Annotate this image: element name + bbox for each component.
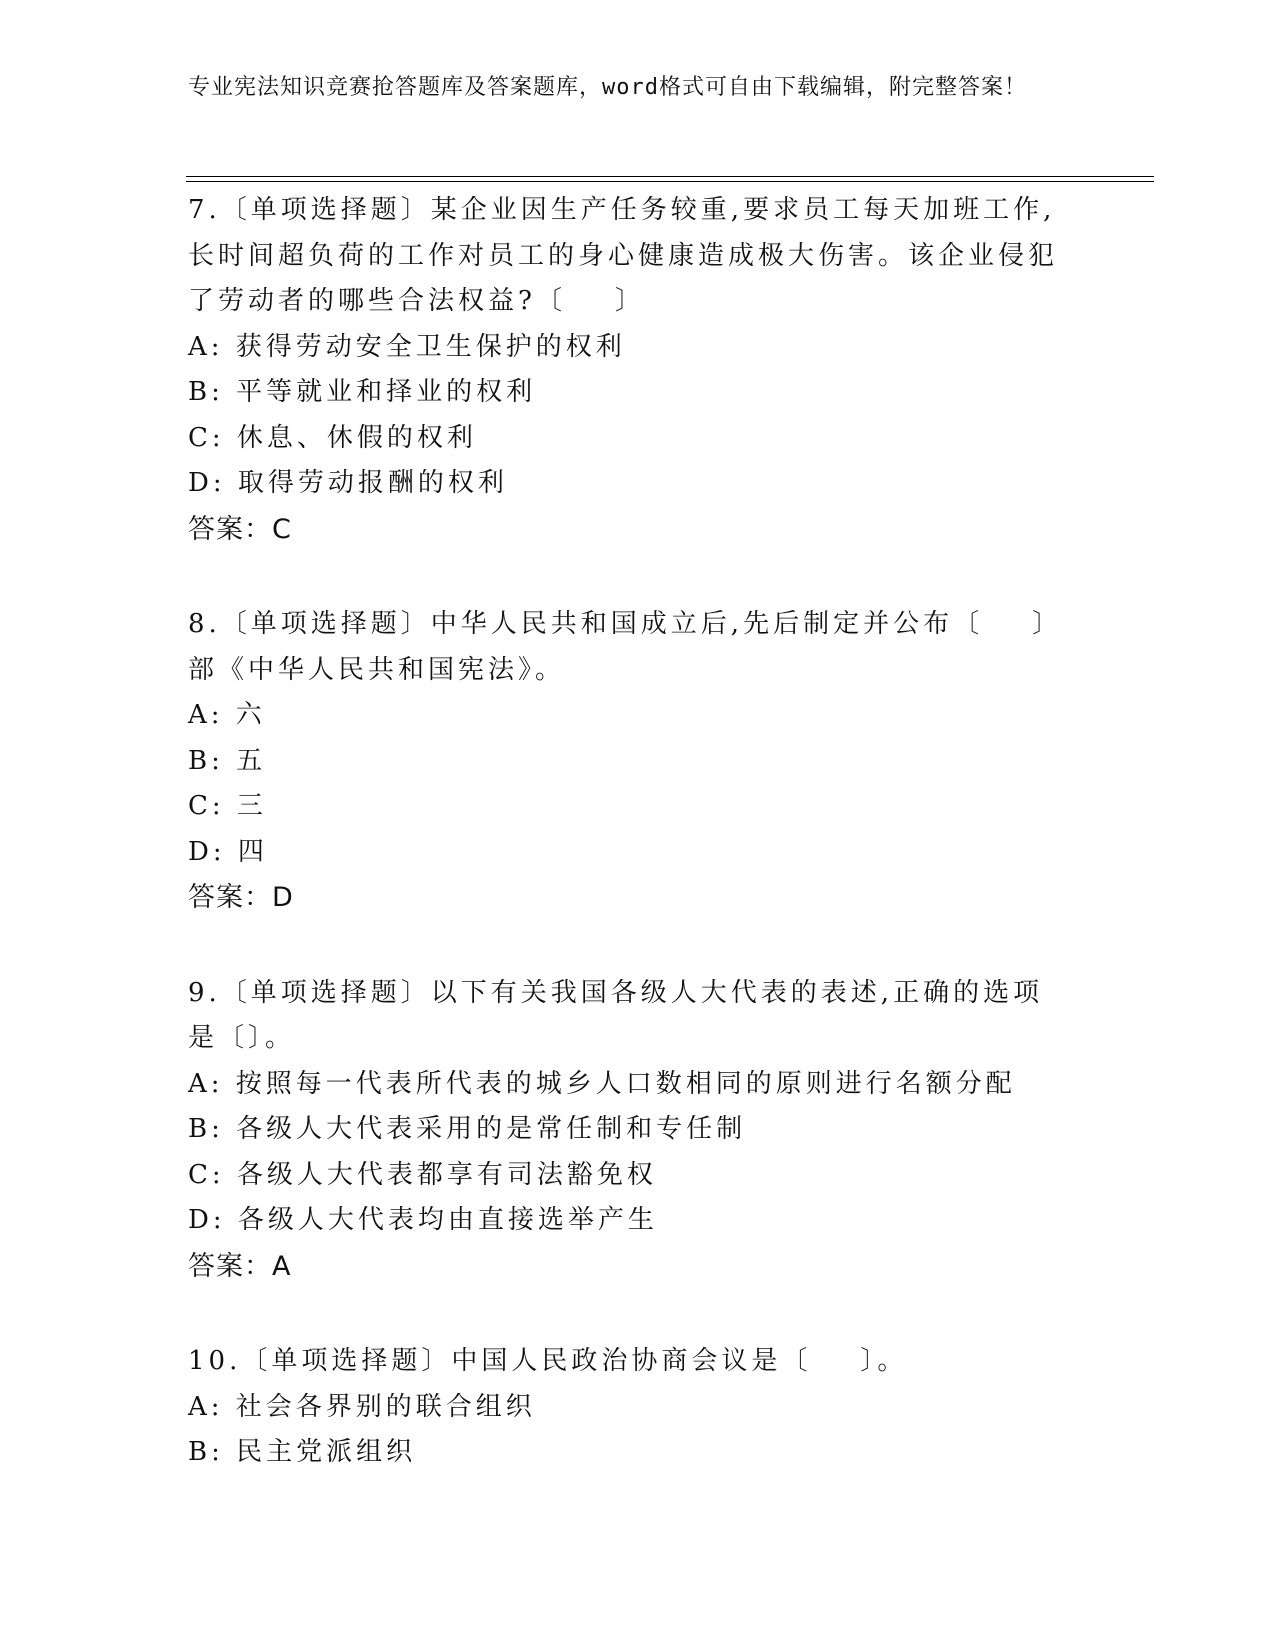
option-d: D: 取得劳动报酬的权利 — [188, 468, 508, 498]
question-stem: 7.〔单项选择题〕某企业因生产任务较重,要求员工每天加班工作,长时间超负荷的工作对员工的身心健康造成极大伤害。该企业侵犯了劳动者的哪些合法权益?〔 〕 — [188, 195, 1059, 316]
answer-line: 答案：A — [188, 1250, 292, 1282]
answer-line: 答案：D — [188, 882, 294, 913]
question-8 — [188, 602, 1068, 921]
option-b: B: 民主党派组织 — [188, 1437, 417, 1467]
document-header: 专业宪法知识竞赛抢答题库及答案题库，word格式可自由下载编辑，附完整答案！ — [188, 75, 1027, 100]
question-stem: 9.〔单项选择题〕以下有关我国各级人大代表的表述,正确的选项是〔〕。 — [188, 977, 1044, 1053]
option-a: A: 按照每一代表所代表的城乡人口数相同的原则进行名额分配 — [188, 1068, 1016, 1099]
option-c: C: 三 — [188, 791, 267, 821]
question-10 — [188, 1339, 1068, 1476]
option-a: A: 社会各界别的联合组织 — [188, 1391, 536, 1422]
option-a: A: 六 — [188, 700, 266, 730]
question-9 — [188, 971, 1068, 1290]
option-d: D: 四 — [188, 836, 268, 867]
question-stem: 10.〔单项选择题〕中国人民政治协商会议是〔 〕。 — [188, 1346, 908, 1376]
header-rule-bottom — [186, 181, 1154, 182]
option-a: A: 获得劳动安全卫生保护的权利 — [188, 331, 626, 362]
header-rule-top — [186, 176, 1154, 177]
question-list — [188, 188, 1068, 1526]
option-c: C: 休息、休假的权利 — [188, 422, 477, 453]
option-c: C: 各级人大代表都享有司法豁免权 — [188, 1159, 657, 1190]
answer-line: 答案：C — [188, 513, 292, 545]
question-7 — [188, 188, 1068, 552]
question-stem: 8.〔单项选择题〕中华人民共和国成立后,先后制定并公布〔 〕部《中华人民共和国宪法》。 — [188, 609, 1063, 685]
option-b: B: 平等就业和择业的权利 — [188, 377, 537, 407]
option-b: B: 五 — [188, 745, 267, 776]
option-d: D: 各级人大代表均由直接选举产生 — [188, 1205, 658, 1235]
option-b: B: 各级人大代表采用的是常任制和专任制 — [188, 1114, 747, 1144]
